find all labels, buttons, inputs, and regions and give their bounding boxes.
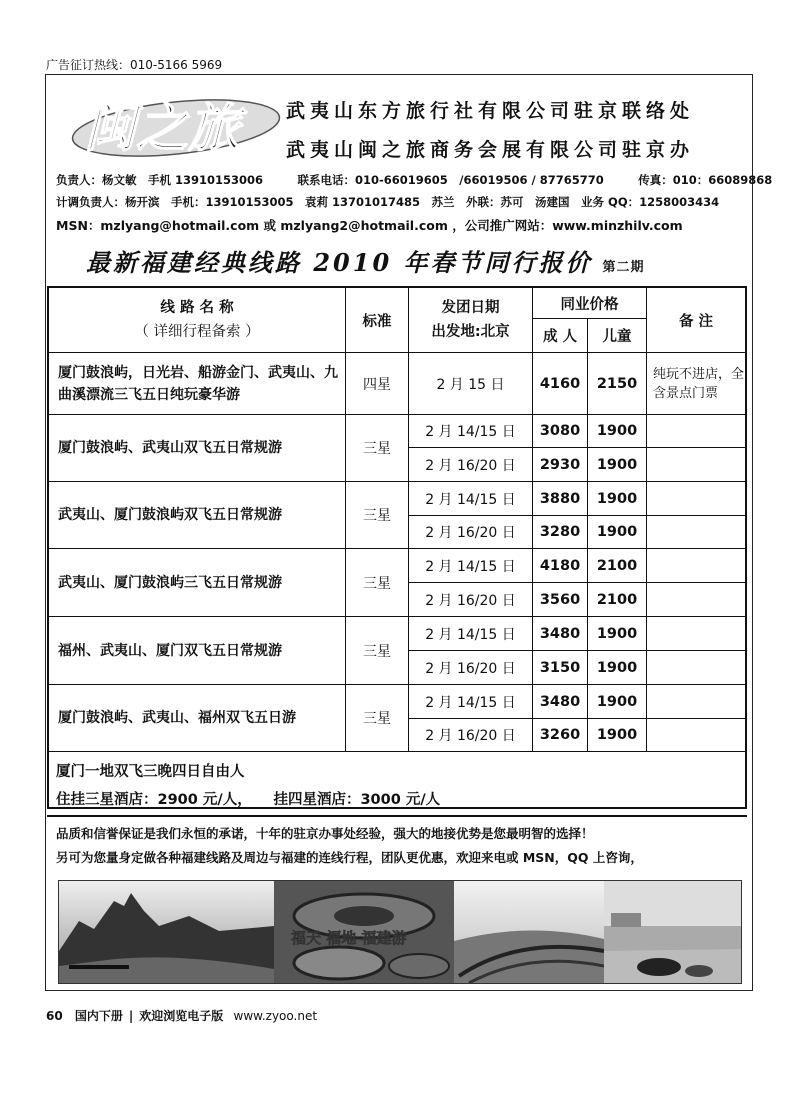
price-table	[47, 286, 747, 809]
child-price: 1900	[596, 727, 638, 743]
page-footer: 60 国内下册 | 欢迎浏览电子版 www.zyoo.net	[46, 1009, 318, 1023]
route-name: 武夷山、厦门鼓浪屿三飞五日常规游	[58, 574, 282, 591]
adult-price: 3150	[539, 659, 581, 676]
tulou-photo	[274, 881, 454, 983]
coastal-road-photo	[454, 881, 604, 983]
adult-header: 成 人	[542, 329, 578, 345]
logo-text: 闽之旅	[84, 98, 241, 159]
footer-tagline: 欢迎浏览电子版	[139, 1009, 224, 1023]
standard-cell: 三星	[363, 508, 391, 524]
price-list-title	[86, 243, 736, 278]
adult-price: 3880	[539, 490, 581, 507]
company-name-1: 武夷山东方旅行社有限公司驻京联络处	[286, 100, 695, 122]
standard-cell: 三星	[363, 575, 391, 592]
child-price: 1900	[596, 693, 638, 710]
company-name-2: 武夷山闽之旅商务会展有限公司驻京办	[286, 139, 695, 161]
contact-row-1: 负责人：杨文敏 手机 13910153006 联系电话：010-66019605 /66019506 / 87765770 传真：010：66089868	[56, 173, 773, 187]
adult-price: 3480	[539, 693, 581, 710]
standard-cell: 三星	[363, 643, 391, 660]
contact-row-3: MSN：mzlyang@hotmail.com 或 mzlyang2@hotmail.com ，公司推广网站：www.minzhilv.com	[56, 218, 683, 233]
date-header-title: 发团日期	[441, 300, 500, 316]
route-header-title: 线 路 名 称	[160, 300, 234, 316]
free-travel-prices: 住挂三星酒店：2900 元/人， 挂四星酒店：3000 元/人	[56, 792, 441, 808]
slogan-line-2: 另可为您量身定做各种福建线路及周边与福建的连线行程，团队更优惠，欢迎来电或 MSN，QQ 上咨询，	[56, 850, 643, 865]
child-price: 1900	[596, 423, 638, 439]
section-name: 国内下册	[74, 1009, 123, 1023]
departure-date: 2 月 16/20 日	[425, 728, 516, 744]
issue-number: 第二期	[602, 260, 645, 275]
child-price: 2100	[596, 557, 638, 574]
scenery-photo-strip	[58, 880, 742, 984]
adult-price: 4180	[539, 557, 581, 574]
note-cell: 纯玩不进店，全含景点门票	[653, 366, 745, 401]
adult-price: 3080	[539, 423, 581, 439]
departure-date: 2 月 16/20 日	[425, 525, 516, 541]
departure-date: 2 月 14/15 日	[425, 424, 516, 440]
free-travel-title: 厦门一地双飞三晚四日自由人	[56, 764, 245, 780]
date-header-subtitle: 出发地:北京	[431, 324, 510, 340]
beach-photo	[604, 881, 741, 983]
child-price: 1900	[596, 456, 638, 473]
adult-price: 2930	[539, 456, 581, 473]
departure-date: 2 月 16/20 日	[425, 457, 516, 474]
child-header: 儿童	[602, 329, 632, 345]
child-price: 1900	[596, 625, 638, 642]
company-logo	[66, 88, 288, 160]
route-name: 武夷山、厦门鼓浪屿双飞五日常规游	[58, 507, 282, 523]
route-header-subtitle: （ 详细行程备索 ）	[134, 324, 260, 340]
route-header	[49, 288, 345, 352]
departure-date: 2 月 15 日	[436, 376, 505, 393]
footer-url[interactable]: www.zyoo.net	[233, 1009, 318, 1023]
child-price: 2100	[596, 591, 638, 608]
departure-date: 2 月 16/20 日	[425, 660, 516, 677]
route-name: 厦门鼓浪屿、武夷山双飞五日常规游	[58, 440, 282, 456]
route-name: 厦门鼓浪屿、武夷山、福州双飞五日游	[58, 710, 296, 726]
departure-date: 2 月 14/15 日	[425, 491, 516, 508]
standard-cell: 三星	[363, 711, 391, 727]
child-price: 1900	[596, 524, 638, 540]
standard-cell: 四星	[363, 376, 391, 393]
adult-price: 3480	[539, 625, 581, 642]
date-header	[409, 288, 532, 352]
standard-header: 标准	[362, 313, 392, 330]
route-name: 厦门鼓浪屿，日光岩、船游金门、武夷山、九曲溪漂流三飞五日纯玩豪华游	[58, 364, 338, 403]
standard-cell: 三星	[363, 441, 391, 457]
adult-price: 3260	[539, 727, 581, 743]
price-header: 同业价格	[560, 296, 619, 313]
route-name: 福州、武夷山、厦门双飞五日常规游	[58, 642, 282, 659]
departure-date: 2 月 16/20 日	[425, 592, 516, 609]
adult-price: 3560	[539, 591, 581, 608]
departure-date: 2 月 14/15 日	[425, 626, 516, 643]
title-text: 最新福建经典线路 2010 年春节同行报价	[86, 248, 593, 277]
ad-hotline: 广告征订热线：010-5166 5969	[46, 58, 223, 72]
adult-price: 3280	[539, 524, 581, 540]
departure-date: 2 月 14/15 日	[425, 558, 516, 575]
departure-date: 2 月 14/15 日	[425, 694, 516, 711]
note-header: 备 注	[678, 313, 714, 330]
child-price: 1900	[596, 659, 638, 676]
child-price: 2150	[596, 375, 638, 392]
page-number: 60	[46, 1009, 63, 1023]
wuyi-mountain-photo	[59, 881, 274, 983]
contact-row-2: 计调负责人：杨开滨 手机：13910153005 袁莉 13701017485 苏兰 外联：苏可 汤建国 业务 QQ：1258003434	[56, 195, 720, 209]
photo-caption: 福天 福地 福建游	[291, 929, 407, 947]
adult-price: 4160	[539, 375, 581, 392]
slogan-line-1: 品质和信誉保证是我们永恒的承诺，十年的驻京办事处经验，强大的地接优势是您最明智的选择！	[56, 826, 594, 841]
child-price: 1900	[596, 490, 638, 507]
